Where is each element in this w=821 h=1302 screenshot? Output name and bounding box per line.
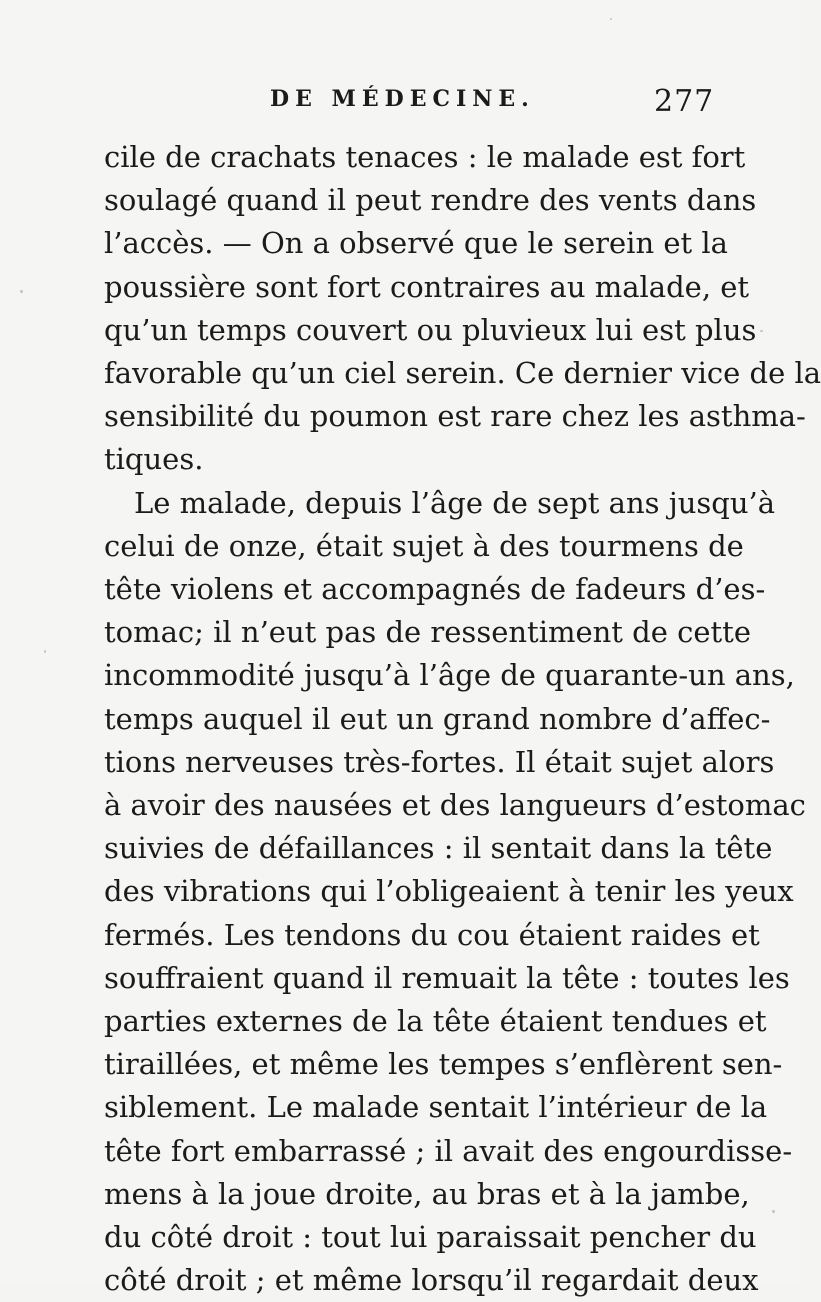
paper-speck xyxy=(610,18,612,20)
text-line: du côté droit : tout lui paraissait pencher du xyxy=(104,1220,757,1255)
text-line: tête violens et accompagnés de fadeurs d’es- xyxy=(104,572,766,607)
text-line: cile de crachats tenaces : le malade est fort xyxy=(104,140,746,174)
text-line: tomac; il n’eut pas de ressentiment de cette xyxy=(104,615,751,650)
text-line: suivies de défaillances : il sentait dans la tête xyxy=(104,831,773,866)
text-line: celui de onze, était sujet à des tourmens de xyxy=(104,528,744,563)
text-line: siblement. Le malade sentait l’intérieur de la xyxy=(104,1090,768,1125)
text-line: tions nerveuses très-fortes. Il était sujet alors xyxy=(104,744,775,779)
text-line: favorable qu’un ciel serein. Ce dernier vice de la xyxy=(104,356,821,391)
paper-speck xyxy=(44,650,46,653)
text-line: souffraient quand il remuait la tête : toutes les xyxy=(104,960,790,995)
paper-speck xyxy=(20,290,23,293)
paper-speck xyxy=(772,1210,775,1213)
text-line: soulagé quand il peut rendre des vents dans xyxy=(104,183,757,218)
page-number: 277 xyxy=(654,84,715,119)
text-line: tiques. xyxy=(104,442,204,477)
text-line: l’accès. — On a observé que le serein et la xyxy=(104,226,728,261)
text-line: des vibrations qui l’obligeaient à tenir les yeux xyxy=(104,874,794,909)
text-line: côté droit ; et même lorsqu’il regardait deux xyxy=(104,1263,759,1298)
text-line: poussière sont fort contraires au malade, et xyxy=(104,269,750,304)
running-title: DE MÉDECINE. xyxy=(270,86,535,112)
text-line: sensibilité du poumon est rare chez les asthma- xyxy=(104,399,806,434)
text-line: tiraillées, et même les tempes s’enflèrent sen- xyxy=(104,1047,783,1082)
text-line: temps auquel il eut un grand nombre d’affec- xyxy=(104,701,771,736)
text-line: parties externes de la tête étaient tendues et xyxy=(104,1004,767,1039)
text-line: mens à la joue droite, au bras et à la jambe, xyxy=(104,1176,750,1211)
text-line: tête fort embarrassé ; il avait des engourdisse- xyxy=(104,1133,793,1168)
paragraph-first-line: Le malade, depuis l’âge de sept ans jusqu’à xyxy=(134,485,776,520)
text-line: qu’un temps couvert ou pluvieux lui est plus xyxy=(104,312,757,347)
text-line: fermés. Les tendons du cou étaient raides et xyxy=(104,917,760,952)
paper-speck xyxy=(760,330,763,332)
body-text xyxy=(104,136,821,1302)
text-line: incommodité jusqu’à l’âge de quarante-un ans, xyxy=(104,658,795,693)
text-line: à avoir des nausées et des langueurs d’estomac xyxy=(104,788,806,823)
